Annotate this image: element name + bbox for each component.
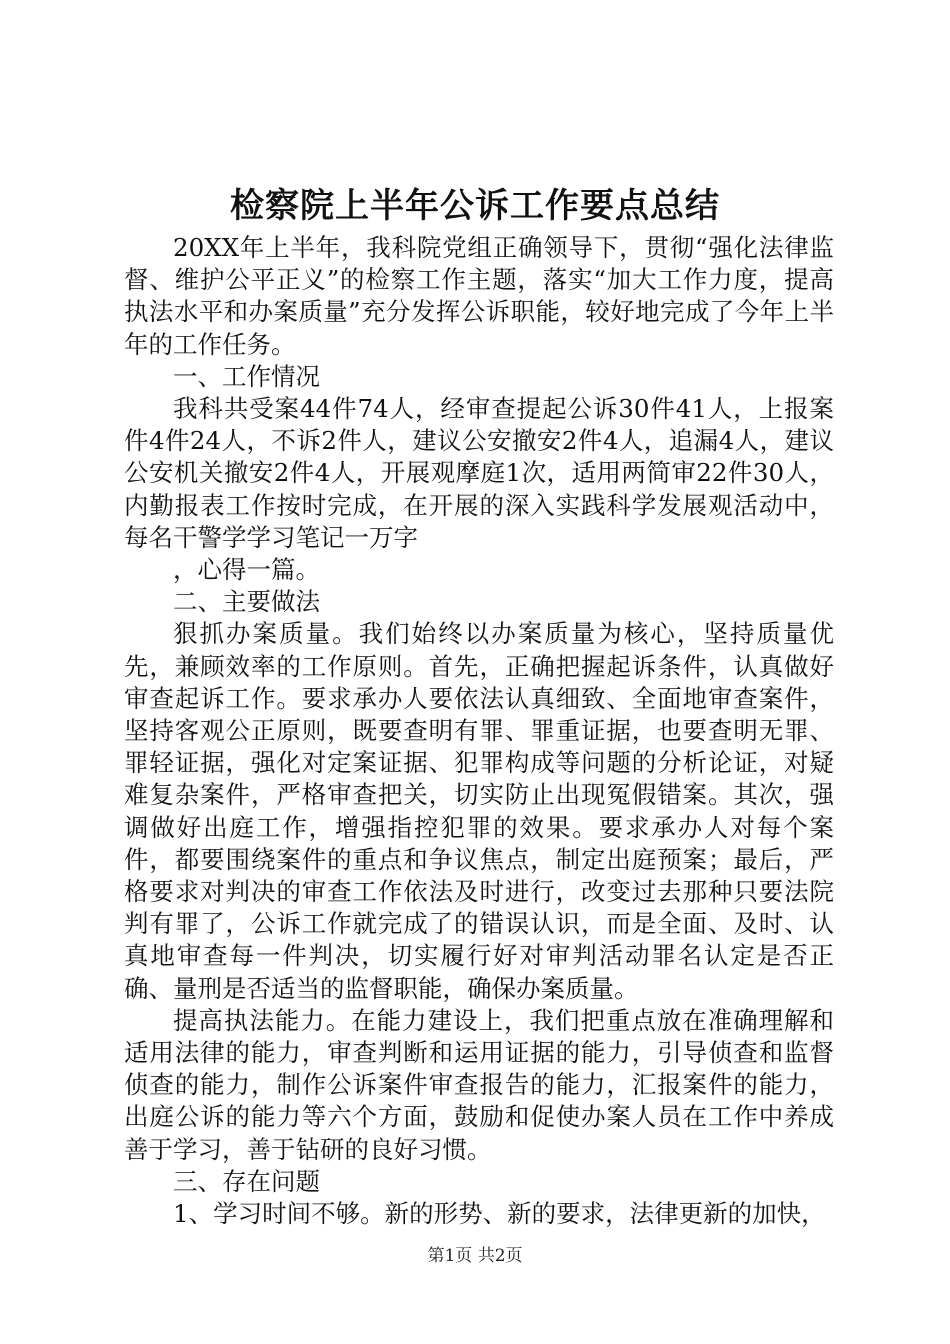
section-heading-problems: 三、存在问题 (173, 1166, 320, 1196)
document-title: 检察院上半年公诉工作要点总结 (230, 186, 720, 226)
section-heading-work-status: 一、工作情况 (173, 361, 320, 391)
paragraph-intro: 20XX年上半年，我科院党组正确领导下，贯彻“强化法律监督、维护公平正义”的检察工作主题，落实“加大工作力度，提高执法水平和办案质量”充分发挥公诉职能，较好地完成了今年上半年的工作任务。 (124, 233, 834, 359)
paragraph-problem-1: 1、学习时间不够。新的形势、新的要求，法律更新的加快， (173, 1199, 826, 1229)
section-heading-main-practices: 二、主要做法 (173, 587, 320, 617)
paragraph-case-quality: 狠抓办案质量。我们始终以办案质量为核心，坚持质量优先，兼顾效率的工作原则。首先，正确把握起诉条件，认真做好审查起诉工作。要求承办人要依法认真细致、全面地审查案件，坚持客观公正原则，既要查明有罪、罪重证据，也要查明无罪、罪轻证据，强化对定案证据、犯罪构成等问题的分析论证，对疑难复杂案件，严格审查把关，切实防止出现冤假错案。其次，强调做好出庭工作，增强指控犯罪的效果。要求承办人对每个案件，都要围绕案件的重点和争议焦点，制定出庭预案；最后，严格要求对判决的审查工作依法及时进行，改变过去那种只要法院判有罪了，公诉工作就完成了的错误认识，而是全面、及时、认真地审查每一件判决，切实履行好对审判活动罪名认定是否正确、量刑是否适当的监督职能，确保办案质量。 (124, 619, 834, 1003)
paragraph-work-status-continued: ，心得一篇。 (173, 555, 320, 585)
page-footer: 第1页 共2页 (427, 1246, 523, 1266)
document-body (124, 232, 834, 1230)
paragraph-work-status: 我科共受案44件74人，经审查提起公诉30件41人，上报案件4件24人，不诉2件人，建议公安撤安2件4人，追漏4人，建议公安机关撤安2件4人，开展观摩庭1次，适用两简审22件30人，内勤报表工作按时完成，在开展的深入实践科学发展观活动中，每名干警学学习笔记一万字 (124, 394, 834, 552)
paragraph-enforcement-ability: 提高执法能力。在能力建设上，我们把重点放在准确理解和适用法律的能力，审查判断和运用证据的能力，引导侦查和监督侦查的能力，制作公诉案件审查报告的能力，汇报案件的能力，出庭公诉的能力等六个方面，鼓励和促使办案人员在工作中养成善于学习，善于钻研的良好习惯。 (124, 1005, 834, 1164)
